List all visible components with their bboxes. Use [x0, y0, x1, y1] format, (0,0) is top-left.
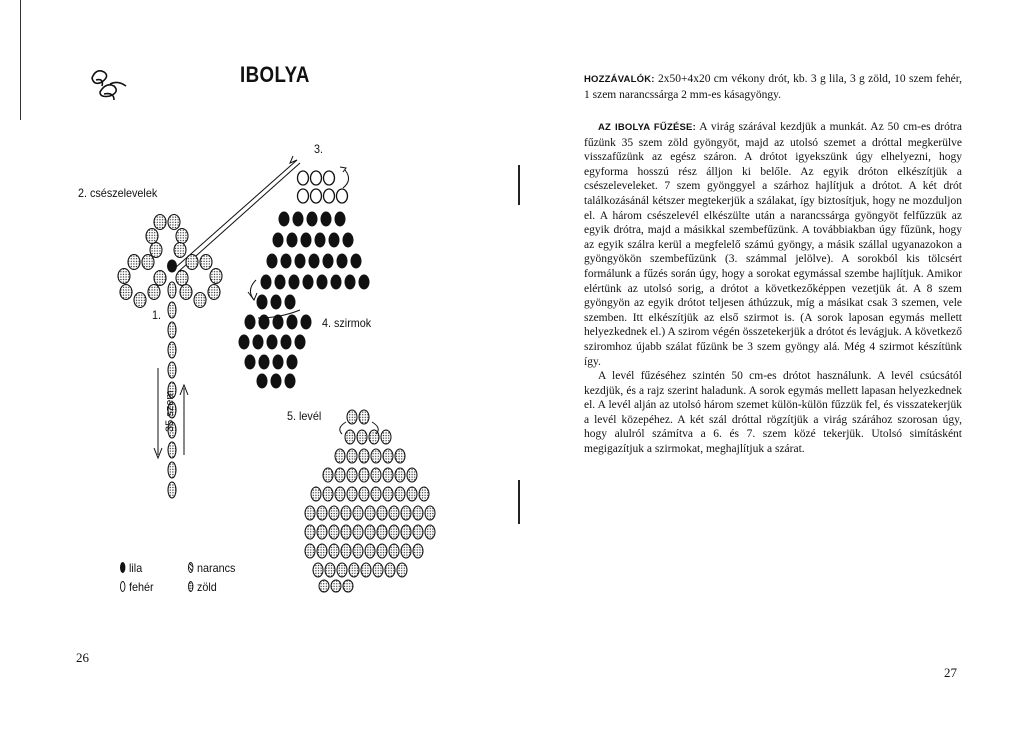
instructions-section — [584, 120, 962, 457]
lila-bead-icon — [120, 562, 125, 573]
instructions-heading: AZ IBOLYA FŰZÉSE: — [598, 122, 696, 133]
narancs-bead-icon — [188, 562, 193, 573]
scan-artifact — [518, 165, 520, 205]
leaf-beads — [305, 410, 435, 592]
legend-lila — [120, 561, 142, 575]
page-title: IBOLYA — [240, 62, 310, 87]
feher-bead-icon — [120, 581, 125, 592]
legend-feher — [120, 580, 154, 594]
legend-label: zöld — [197, 580, 217, 594]
scan-artifact — [518, 480, 520, 524]
page-number-left: 26 — [76, 650, 89, 665]
legend-zold — [188, 580, 217, 594]
ingredients-heading: HOZZÁVALÓK: — [584, 74, 655, 85]
leaf-instructions: A levél fűzéséhez szintén 50 cm-es drótot használunk. A levél csúcsától kezdjük, és a rajz szerint haladunk. A sorok egymás mellett lapasan helyezkednek el. A levél alján az utolsó három szemet külön-külön fűzzük fel, és visszatekerjük a levél közepéhez. A két szál dróttal rögzítjük a virág szárához szorosan úgy, hogy alulról számítva a 6. és 7. szem közé tekerjük. Utolsó simításként megigazítjuk a szirmokat, meghajlítjuk a szárat. — [584, 370, 962, 456]
violet-doodle-icon — [92, 71, 126, 100]
sepals-label: 2. csészelevelek — [78, 186, 158, 200]
step1-label: 1. — [152, 308, 162, 322]
step3-label: 3. — [314, 142, 324, 156]
stem-count-label: 35 szem — [164, 390, 176, 432]
center-bead — [167, 260, 177, 273]
ingredients-text: 2x50+4x20 cm vékony drót, kb. 3 g lila, 3 g zöld, 10 szem fehér, 1 szem narancssárga 2 mm-es kásagyöngy. — [584, 73, 962, 101]
petals-label: 4. szirmok — [322, 316, 372, 330]
legend-label: narancs — [197, 561, 236, 575]
legend-narancs — [188, 561, 235, 575]
legend-label: lila — [129, 561, 143, 575]
leaf-label: 5. levél — [287, 409, 322, 423]
legend-label: fehér — [129, 580, 154, 594]
zold-bead-icon — [188, 581, 193, 592]
instructions-text: A virág szárával kezdjük a munkát. Az 50 cm-es drótra fűzünk 35 szem zöld gyöngyöt, majd az utolsó szemet a dróttal megkerülve visszafűzünk az egész száron. A drótot igyekszünk úgy elhelyezni, hogy egyforma hosszú rész álljon ki belőle. Az egyik dróton elkészítjük a csészeleveleket. 7 szem gyönggyel a szárhoz hajlítjuk a drótot. A két drót találkozásánál kétszer megtekerjük a szálakat, így biztosítjuk, hogy ne mozduljon el. A három csészelevél elkészülte után a narancssárga gyöngyöt felfűzzük az egyik drótra, majd a másikkal szembefűzünk. A továbbiakban úgy fűzünk, hogy az egyik szálra kerül a megfelelő számú gyöngy, a másik szállal ugyanazokon a gyöngyökön szembefűzünk (3. számmal jelölve). A sorokból kis tölcsért formálunk a fűzés során úgy, hogy a sorokat egymással szembe hajlítjuk. Amikor elértünk az utolsó sorig, a drótot a következőképpen vezetjük át. A 8 szem gyöngyön az egyik drótot teljesen áthúzzuk, míg a másikat csak 3 szemen, vele szemben. Itt elkészítjük az első szirmot is. (A sorok laposan egymás mellett helyezkednek el.) A szirom végén összetekerjük a drótot és levágjuk. A következő sziromhoz újabb szálat fűzünk be 3 szem gyöngy alá. Még 4 szirmot készítünk így. — [584, 121, 962, 368]
ingredients-paragraph — [584, 72, 962, 102]
page-number-right: 27 — [944, 665, 957, 680]
